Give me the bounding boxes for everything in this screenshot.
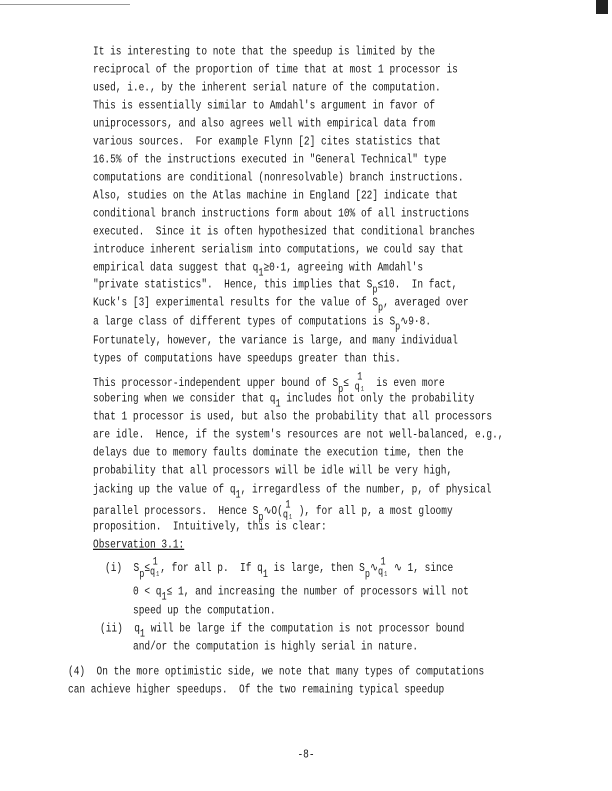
text-line xyxy=(93,171,464,186)
subscript: p xyxy=(395,320,401,334)
text-line xyxy=(93,410,492,425)
text-run: are idle. Hence, if the system's resources are not well-balanced, e.g., xyxy=(93,427,504,442)
page-number: -8- xyxy=(297,747,315,762)
text-run: This is essentially similar to Amdahl's argument in favor of xyxy=(93,98,436,113)
subscript: p xyxy=(258,510,264,523)
text-line xyxy=(93,189,458,204)
subscript: 1 xyxy=(235,488,241,502)
subscript: 1 xyxy=(139,627,146,641)
text-run: jacking up the value of q xyxy=(93,482,236,497)
text-line xyxy=(93,446,464,461)
text-run: used, i.e., by the inherent serial nature of the computation. xyxy=(93,80,441,95)
text-line xyxy=(133,640,418,655)
text-line xyxy=(93,464,452,479)
text-run: (i) S xyxy=(105,561,140,575)
text-run: delays due to memory faults dominate the execution time, then the xyxy=(93,445,464,460)
text-run: , averaged over xyxy=(383,295,469,310)
text-run: can achieve higher speedups. Of the two remaining typical speedup xyxy=(68,682,445,697)
text-line xyxy=(68,665,484,680)
text-line xyxy=(133,604,276,619)
text-run: 16.5% of the instructions executed in "General Technical" type xyxy=(93,152,447,167)
fraction xyxy=(355,372,365,392)
text-line xyxy=(93,99,435,114)
denominator: q₁ xyxy=(150,565,161,578)
fraction xyxy=(378,557,388,577)
text-line xyxy=(93,334,458,349)
denominator: q₁ xyxy=(354,380,365,393)
subscript: p xyxy=(139,567,145,580)
text-run: ≤10. In fact, xyxy=(377,277,458,292)
text-line xyxy=(93,135,441,150)
subscript: 1 xyxy=(258,266,264,280)
text-run: includes not only the probability xyxy=(280,391,475,406)
subscript: p xyxy=(378,301,384,315)
text-run: , irregardless of the number, p, of physical xyxy=(240,482,492,497)
text-line xyxy=(93,81,441,96)
text-run: ≤ xyxy=(144,561,151,575)
text-run: proposition. Intuitively, this is clear: xyxy=(93,519,327,534)
text-run: is large, then S xyxy=(267,561,365,575)
text-run: various sources. For example Flynn [2] cites statistics that xyxy=(93,134,441,149)
text-run: introduce inherent serialism into computations, we could say that xyxy=(93,242,464,257)
text-run: ), for all p, a most gloomy xyxy=(293,504,453,518)
subscript: p xyxy=(364,567,370,580)
text-line xyxy=(93,391,475,411)
text-run: will be large if the computation is not processor bound xyxy=(145,621,465,636)
text-run: 0 < q xyxy=(133,584,162,599)
text-line xyxy=(93,370,445,395)
text-line xyxy=(93,295,469,315)
text-run: This processor-independent upper bound of S xyxy=(93,376,339,390)
text-run: ∿O( xyxy=(263,504,283,518)
fraction xyxy=(150,557,160,577)
denominator: q₁ xyxy=(282,508,294,521)
subscript: p xyxy=(372,283,378,297)
observation-heading xyxy=(93,538,184,553)
text-run: reciprocal of the proportion of time that at most 1 processor is xyxy=(93,62,458,77)
subscript: 1 xyxy=(262,567,268,580)
text-line xyxy=(93,428,503,443)
text-run: , for all p. If q xyxy=(160,561,263,575)
subscript: 1 xyxy=(161,590,167,604)
text-line xyxy=(93,153,446,168)
text-line xyxy=(100,621,465,641)
text-line xyxy=(133,584,469,604)
text-line xyxy=(93,117,435,132)
text-run: ≤ 1, and increasing the number of processors will not xyxy=(166,584,469,599)
text-run: speed up the computation. xyxy=(133,603,276,618)
text-run: computations are conditional (nonresolvable) branch instructions. xyxy=(93,170,464,185)
text-line xyxy=(93,277,458,297)
numerator: 1 xyxy=(152,555,158,568)
text-run: Observation 3.1: xyxy=(93,537,185,552)
text-line xyxy=(93,352,401,367)
text-run: ∿ 1, since xyxy=(388,561,454,575)
text-run: probability that all processors will be idle will be very high, xyxy=(93,463,453,478)
text-line xyxy=(93,482,492,502)
text-line xyxy=(93,243,464,258)
text-run: parallel processors. Hence S xyxy=(93,504,259,518)
numerator: 1 xyxy=(357,370,363,383)
text-run: (ii) q xyxy=(100,621,140,636)
subscript: 1 xyxy=(275,397,281,411)
text-run: and/or the computation is highly serial in nature. xyxy=(133,639,419,654)
scan-edge-rule xyxy=(0,4,130,5)
text-run: that 1 processor is used, but also the probability that all processors xyxy=(93,409,493,424)
text-run: ∿9·8. xyxy=(400,314,432,329)
text-line xyxy=(68,683,444,698)
text-line xyxy=(93,63,458,78)
text-run: types of computations have speedups greater than this. xyxy=(93,351,401,366)
text-line xyxy=(93,260,424,280)
text-line xyxy=(93,45,435,60)
text-run: executed. Since it is often hypothesized that conditional branches xyxy=(93,224,475,239)
numerator: 1 xyxy=(380,555,386,568)
text-run: empirical data suggest that q xyxy=(93,260,259,275)
text-run: It is interesting to note that the speedup is limited by the xyxy=(93,44,436,59)
numerator: 1 xyxy=(285,498,291,511)
text-run: sobering when we consider that q xyxy=(93,391,276,406)
text-line xyxy=(93,207,469,222)
text-run: uniprocessors, and also agrees well with empirical data from xyxy=(93,116,436,131)
text-run: conditional branch instructions form about 10% of all instructions xyxy=(93,206,470,221)
text-line xyxy=(93,520,327,535)
text-run: "private statistics". Hence, this implies that S xyxy=(93,277,373,292)
text-line xyxy=(93,314,432,334)
text-line xyxy=(105,555,454,580)
denominator: q₁ xyxy=(377,565,389,578)
scan-corner-mark xyxy=(596,0,608,14)
text-run: (4) On the more optimistic side, we note that many types of computations xyxy=(68,664,485,679)
text-run: ≥0·1, agreeing with Amdahl's xyxy=(263,260,424,275)
text-run: is even more xyxy=(364,376,445,390)
text-run: Fortunately, however, the variance is large, and many individual xyxy=(93,333,458,348)
subscript: p xyxy=(338,382,344,395)
text-run: ≤ xyxy=(343,376,355,390)
text-run: ∿ xyxy=(370,561,378,575)
fraction xyxy=(283,500,293,520)
text-line xyxy=(93,498,453,523)
text-run: a large class of different types of computations is S xyxy=(93,314,396,329)
text-run: Kuck's [3] experimental results for the value of S xyxy=(93,295,379,310)
text-line xyxy=(93,225,475,240)
text-run: Also, studies on the Atlas machine in England [22] indicate that xyxy=(93,188,458,203)
